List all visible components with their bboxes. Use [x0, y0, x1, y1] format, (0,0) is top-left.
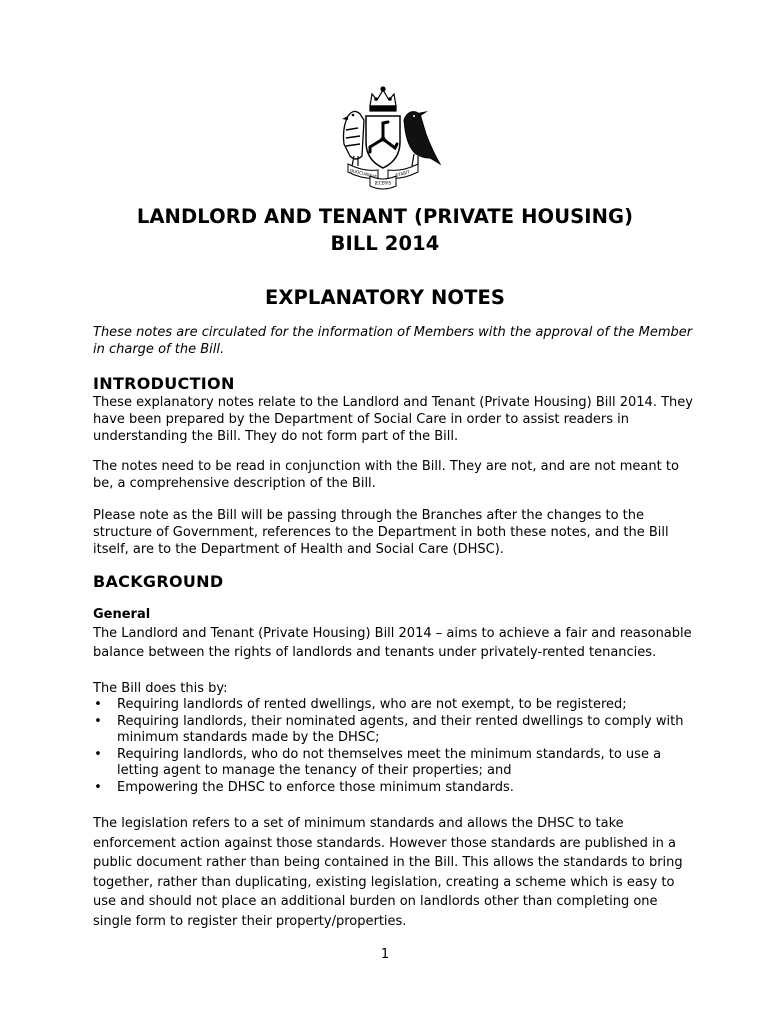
motto-left-text: QUOCUNQUE [349, 167, 378, 180]
bullet-icon: • [94, 779, 102, 795]
list-item [93, 714, 693, 747]
subheading-general: General [93, 607, 151, 622]
bullet-icon: • [94, 697, 102, 712]
motto-right-text: STABIT [395, 169, 411, 178]
bill-title-line2: BILL 2014 [330, 232, 440, 255]
circulation-note: These notes are circulated for the information of Members with the approval of the Member in charge of the Bill. [93, 325, 693, 357]
bullet-icon: • [94, 713, 102, 729]
document-title: EXPLANATORY NOTES [264, 286, 506, 309]
motto-bottom-text: JECERIS [374, 180, 392, 186]
list-item [93, 697, 693, 714]
isle-of-man-coat-of-arms-icon [318, 86, 448, 192]
list-item-text: Requiring landlords, their nominated agents, and their rented dwellings to comply with minimum standards made by the DHSC; [117, 713, 684, 745]
background-paragraph: The Landlord and Tenant (Private Housing) Bill 2014 – aims to achieve a fair and reasonable balance between the rights of landlords and tenants under privately-rented tenancies. [93, 626, 692, 660]
list-item-text: Empowering the DHSC to enforce those minimum standards. [117, 779, 514, 795]
section-heading-introduction: INTRODUCTION [93, 374, 235, 393]
page-number: 1 [380, 947, 390, 962]
list-item [93, 747, 693, 780]
introduction-paragraph: Please note as the Bill will be passing through the Branches after the changes to the structure of Government, references to the Department in both these notes, and the Bill itself, are to the Department of Health and Social Care (DHSC). [93, 508, 669, 557]
section-heading-background: BACKGROUND [93, 572, 224, 591]
introduction-paragraph: The notes need to be read in conjunction with the Bill. They are not, and are not meant to be, a comprehensive description of the Bill. [93, 459, 679, 491]
falcon-icon [342, 111, 364, 166]
raven-icon [404, 111, 440, 166]
shield-icon [366, 116, 400, 168]
bill-title-line1: LANDLORD AND TENANT (PRIVATE HOUSING) [136, 205, 634, 228]
crown-icon [370, 87, 396, 111]
list-item-text: Requiring landlords, who do not themselves meet the minimum standards, to use a letting agent to manage the tenancy of their properties; and [117, 746, 662, 778]
list-item [93, 780, 693, 797]
list-item-text: Requiring landlords of rented dwellings, who are not exempt, to be registered; [117, 697, 627, 712]
background-paragraph: The legislation refers to a set of minimum standards and allows the DHSC to take enforcement action against those standards. However those standards are published in a public document rather than being contained in the Bill. This allows the standards to bring together, rather than duplicating, existing legislation, creating a scheme which is easy to use and should not place an additional burden on landlords other than completing one single form to register their property/properties. [93, 816, 683, 929]
bill-measures-list [93, 697, 693, 796]
list-intro: The Bill does this by: [93, 681, 228, 696]
introduction-paragraph: These explanatory notes relate to the Landlord and Tenant (Private Housing) Bill 2014. They have been prepared by the Department of Social Care in order to assist readers in understanding the Bill. They do not form part of the Bill. [93, 395, 693, 444]
bullet-icon: • [94, 746, 102, 762]
